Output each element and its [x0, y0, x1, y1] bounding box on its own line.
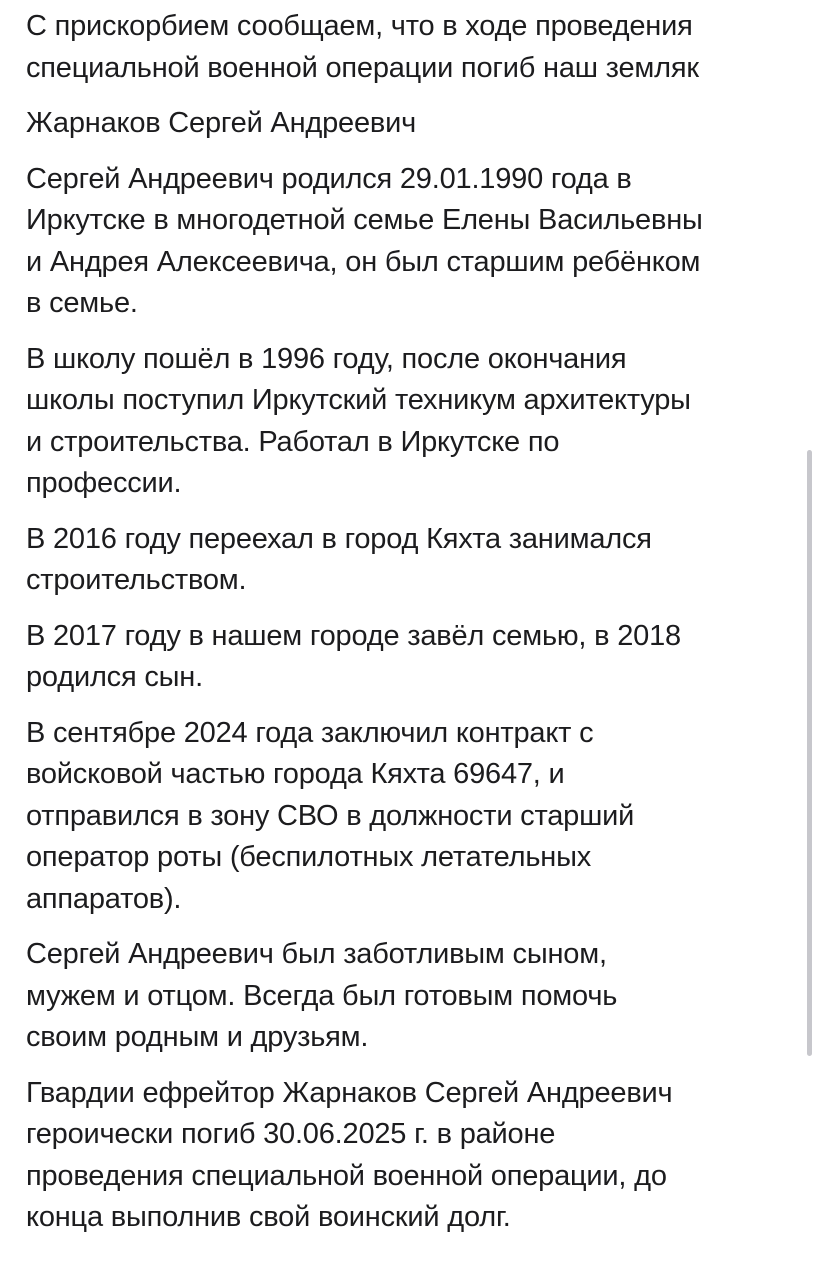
paragraph-line: и строительства. Работал в Иркутске по: [26, 425, 560, 458]
post-paragraph: [26, 6, 808, 89]
post-paragraph: [26, 339, 808, 505]
paragraph-line: аппаратов).: [26, 882, 182, 915]
paragraph-line: школы поступил Иркутский техникум архитектуры: [26, 384, 691, 416]
paragraph-line: В сентябре 2024 года заключил контракт с: [26, 716, 594, 749]
paragraph-line: В 2017 году в нашем городе завёл семью, в 2018: [26, 619, 681, 652]
post-paragraph: [26, 519, 808, 602]
paragraph-line: в семье.: [26, 287, 138, 319]
paragraph-line: оператор роты (беспилотных летательных: [26, 841, 592, 873]
paragraph-line: мужем и отцом. Всегда был готовым помочь: [26, 979, 618, 1012]
paragraph-line: конца выполнив свой воинский долг.: [26, 1201, 511, 1233]
paragraph-line: Жарнаков Сергей Андреевич: [26, 107, 417, 139]
post-paragraph: [26, 103, 808, 145]
post-text: [26, 6, 808, 1239]
paragraph-line: С прискорбием сообщаем, что в ходе проведения: [26, 10, 693, 42]
paragraph-line: В 2016 году переехал в город Кяхта занимался: [26, 522, 652, 555]
paragraph-line: строительством.: [26, 564, 247, 596]
paragraph-line: специальной военной операции погиб наш земляк: [26, 51, 699, 84]
post-paragraph: [26, 159, 808, 325]
paragraph-line: профессии.: [26, 467, 182, 499]
paragraph-line: своим родным и друзьям.: [26, 1021, 369, 1053]
paragraph-line: проведения специальной военной операции, до: [26, 1159, 667, 1192]
post-paragraph: [26, 713, 808, 921]
post-paragraph: [26, 616, 808, 699]
post-paragraph: [26, 1073, 808, 1239]
paragraph-line: героически погиб 30.06.2025 г. в районе: [26, 1118, 556, 1150]
vertical-scrollbar[interactable]: [807, 450, 812, 1056]
paragraph-line: Иркутске в многодетной семье Елены Васильевны: [26, 204, 703, 236]
paragraph-line: и Андрея Алексеевича, он был старшим ребёнком: [26, 245, 701, 278]
paragraph-line: Сергей Андреевич был заботливым сыном,: [26, 938, 607, 970]
paragraph-line: войсковой частью города Кяхта 69647, и: [26, 758, 565, 790]
paragraph-line: родился сын.: [26, 661, 203, 693]
paragraph-line: Гвардии ефрейтор Жарнаков Сергей Андреевич: [26, 1076, 673, 1109]
post-paragraph: [26, 934, 808, 1059]
paragraph-line: отправился в зону СВО в должности старший: [26, 799, 635, 832]
paragraph-line: Сергей Андреевич родился 29.01.1990 года в: [26, 162, 632, 195]
paragraph-line: В школу пошёл в 1996 году, после окончания: [26, 342, 627, 375]
